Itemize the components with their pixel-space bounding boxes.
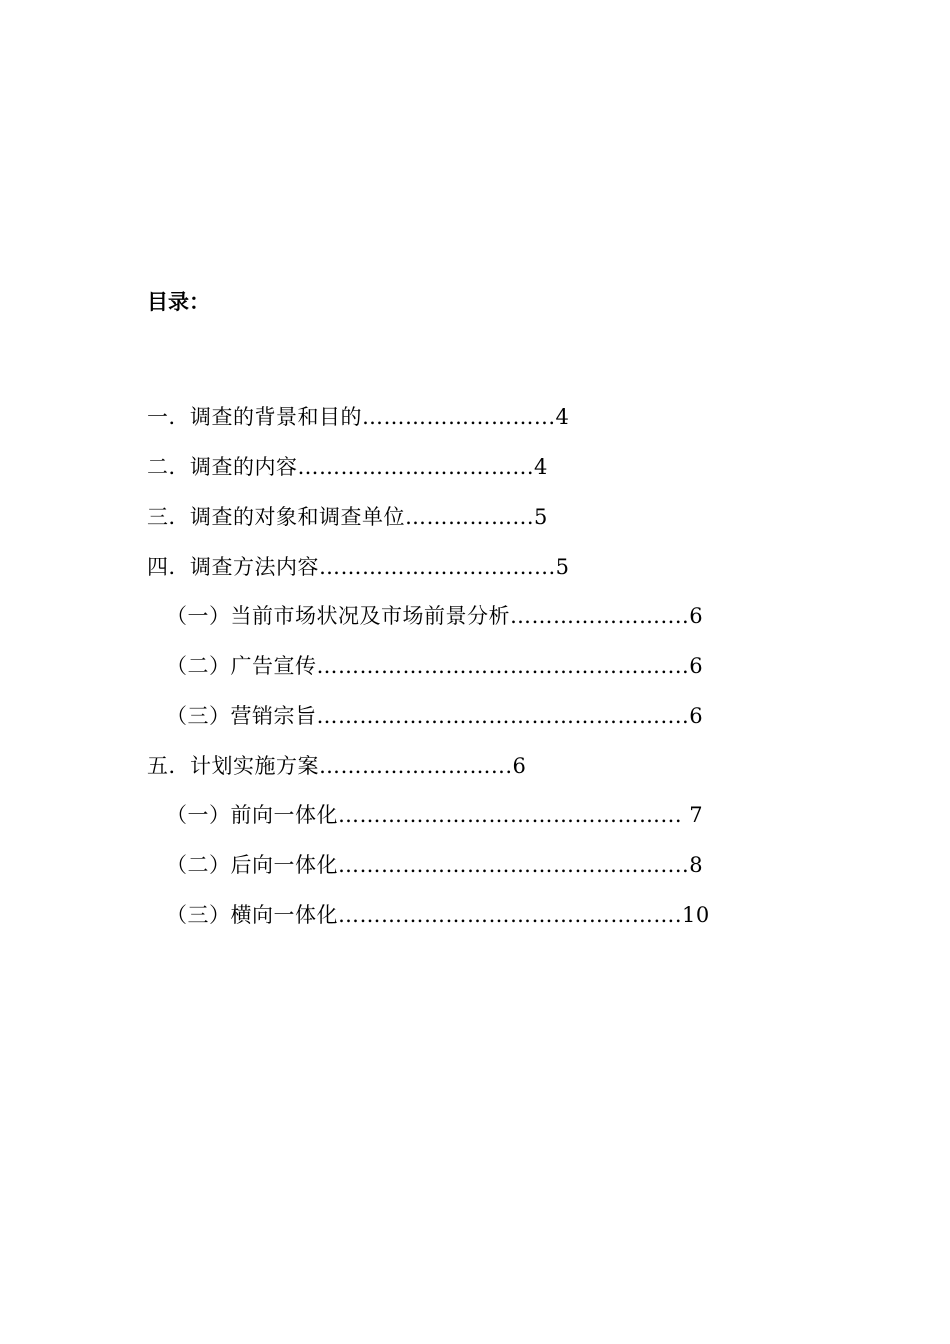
toc-subentry: （一）前向一体化………………………………………... 7 bbox=[166, 803, 704, 827]
toc-subentry: （三）营销宗旨…………………………………………....6 bbox=[166, 704, 704, 728]
toc-entry: 四．调查方法内容………………...............5 bbox=[147, 555, 570, 579]
toc-subentry: （一）当前市场状况及市场前景分析…………………....6 bbox=[166, 604, 704, 628]
toc-entry: 五．计划实施方案……………………...6 bbox=[147, 754, 527, 778]
toc-entry: 三．调查的对象和调查单位……………...5 bbox=[147, 505, 548, 529]
toc-heading: 目录： bbox=[147, 290, 210, 314]
toc-subentry: （三）横向一体化……………………………..………….10 bbox=[166, 903, 710, 927]
toc-subentry: （二）广告宣传…………………………………………....6 bbox=[166, 654, 704, 678]
toc-entry: 二．调查的内容…………………………...4 bbox=[147, 455, 548, 479]
toc-entry: 一．调查的背景和目的……………………...4 bbox=[147, 405, 570, 429]
toc-subentry: （二）后向一体化………………………………………....8 bbox=[166, 853, 704, 877]
